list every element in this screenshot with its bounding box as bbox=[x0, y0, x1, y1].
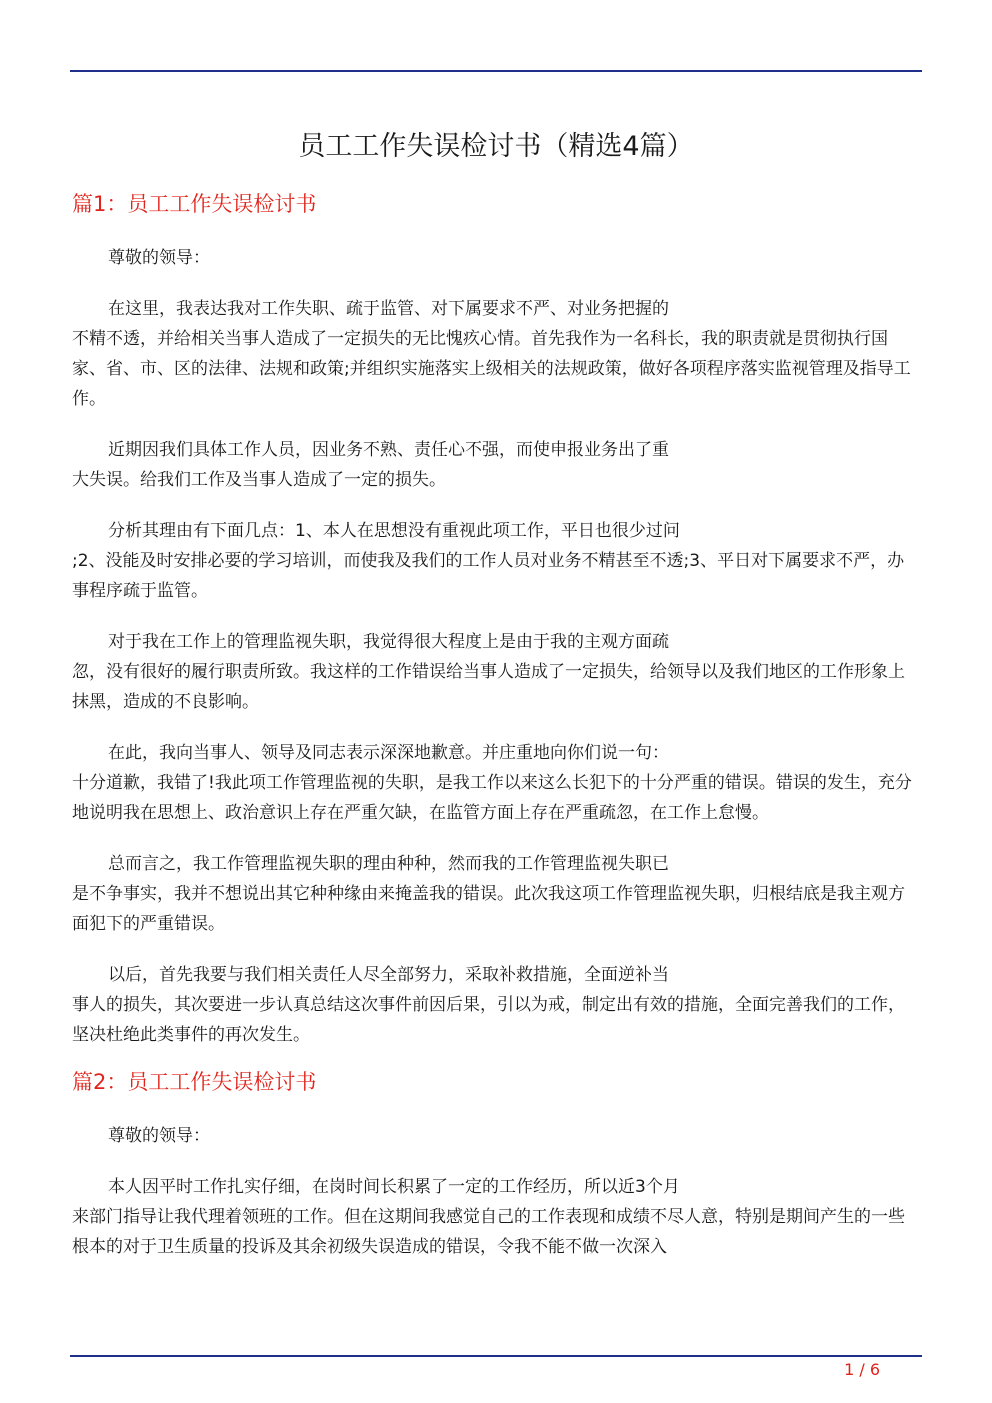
paragraph-first-line: 以后，首先我要与我们相关责任人尽全部努力，采取补救措施，全面逆补当 bbox=[108, 965, 669, 985]
greeting: 尊敬的领导： bbox=[108, 248, 210, 268]
paragraph-first-line: 对于我在工作上的管理监视失职，我觉得很大程度上是由于我的主观方面疏 bbox=[108, 632, 669, 652]
paragraph bbox=[72, 294, 920, 414]
paragraph-rest: 十分道歉，我错了!我此项工作管理监视的失职，是我工作以来这么长犯下的十分严重的错误。错误的发生，充分地说明我在思想上、政治意识上存在严重欠缺，在监管方面上存在严重疏忽，在工作上怠慢。 bbox=[72, 773, 912, 823]
paragraph-rest: 忽，没有很好的履行职责所致。我这样的工作错误给当事人造成了一定损失，给领导以及我们地区的工作形象上抹黑，造成的不良影响。 bbox=[72, 662, 905, 712]
header-rule bbox=[70, 70, 922, 72]
paragraph-first-line: 本人因平时工作扎实仔细，在岗时间长积累了一定的工作经历，所以近3个月 bbox=[108, 1177, 680, 1197]
paragraph-first-line: 在这里，我表达我对工作失职、疏于监管、对下属要求不严、对业务把握的 bbox=[108, 299, 669, 319]
document-title: 员工工作失误检讨书（精选4篇） bbox=[298, 131, 694, 162]
footer-rule bbox=[70, 1355, 922, 1357]
paragraph-first-line: 分析其理由有下面几点：1、本人在思想没有重视此项工作，平日也很少过问 bbox=[108, 521, 680, 541]
paragraph-rest: 大失误。给我们工作及当事人造成了一定的损失。 bbox=[72, 470, 446, 490]
paragraph bbox=[72, 849, 920, 939]
section-heading: 篇2：员工工作失误检讨书 bbox=[72, 1070, 317, 1094]
paragraph-first-line: 总而言之，我工作管理监视失职的理由种种，然而我的工作管理监视失职已 bbox=[108, 854, 669, 874]
paragraph-rest: 不精不透，并给相关当事人造成了一定损失的无比愧疚心情。首先我作为一名科长，我的职责就是贯彻执行国家、省、市、区的法律、法规和政策;并组织实施落实上级相关的法规政策，做好各项程序落实监视管理及指导工作。 bbox=[72, 329, 911, 409]
paragraph bbox=[72, 738, 920, 828]
paragraph bbox=[72, 435, 920, 495]
paragraph bbox=[72, 1172, 920, 1262]
page-number: 1 / 6 bbox=[844, 1360, 880, 1379]
paragraph-rest: 来部门指导让我代理着领班的工作。但在这期间我感觉自己的工作表现和成绩不尽人意，特别是期间产生的一些根本的对于卫生质量的投诉及其余初级失误造成的错误，令我不能不做一次深入 bbox=[72, 1207, 905, 1257]
paragraph bbox=[72, 627, 920, 717]
paragraph-first-line: 在此，我向当事人、领导及同志表示深深地歉意。并庄重地向你们说一句： bbox=[108, 743, 669, 763]
section-1 bbox=[72, 188, 920, 1050]
section-2 bbox=[72, 1066, 920, 1262]
document-body bbox=[72, 186, 920, 1262]
paragraph-first-line: 近期因我们具体工作人员，因业务不熟、责任心不强，而使申报业务出了重 bbox=[108, 440, 669, 460]
paragraph bbox=[72, 960, 920, 1050]
paragraph-rest: 事人的损失，其次要进一步认真总结这次事件前因后果，引以为戒，制定出有效的措施，全面完善我们的工作，坚决杜绝此类事件的再次发生。 bbox=[72, 995, 905, 1045]
paragraph-rest: ;2、没能及时安排必要的学习培训，而使我及我们的工作人员对业务不精甚至不透;3、平日对下属要求不严，办事程序疏于监管。 bbox=[72, 551, 905, 601]
greeting: 尊敬的领导： bbox=[108, 1126, 210, 1146]
paragraph-rest: 是不争事实，我并不想说出其它种种缘由来掩盖我的错误。此次我这项工作管理监视失职，归根结底是我主观方面犯下的严重错误。 bbox=[72, 884, 905, 934]
section-heading: 篇1：员工工作失误检讨书 bbox=[72, 192, 317, 216]
paragraph bbox=[72, 516, 920, 606]
